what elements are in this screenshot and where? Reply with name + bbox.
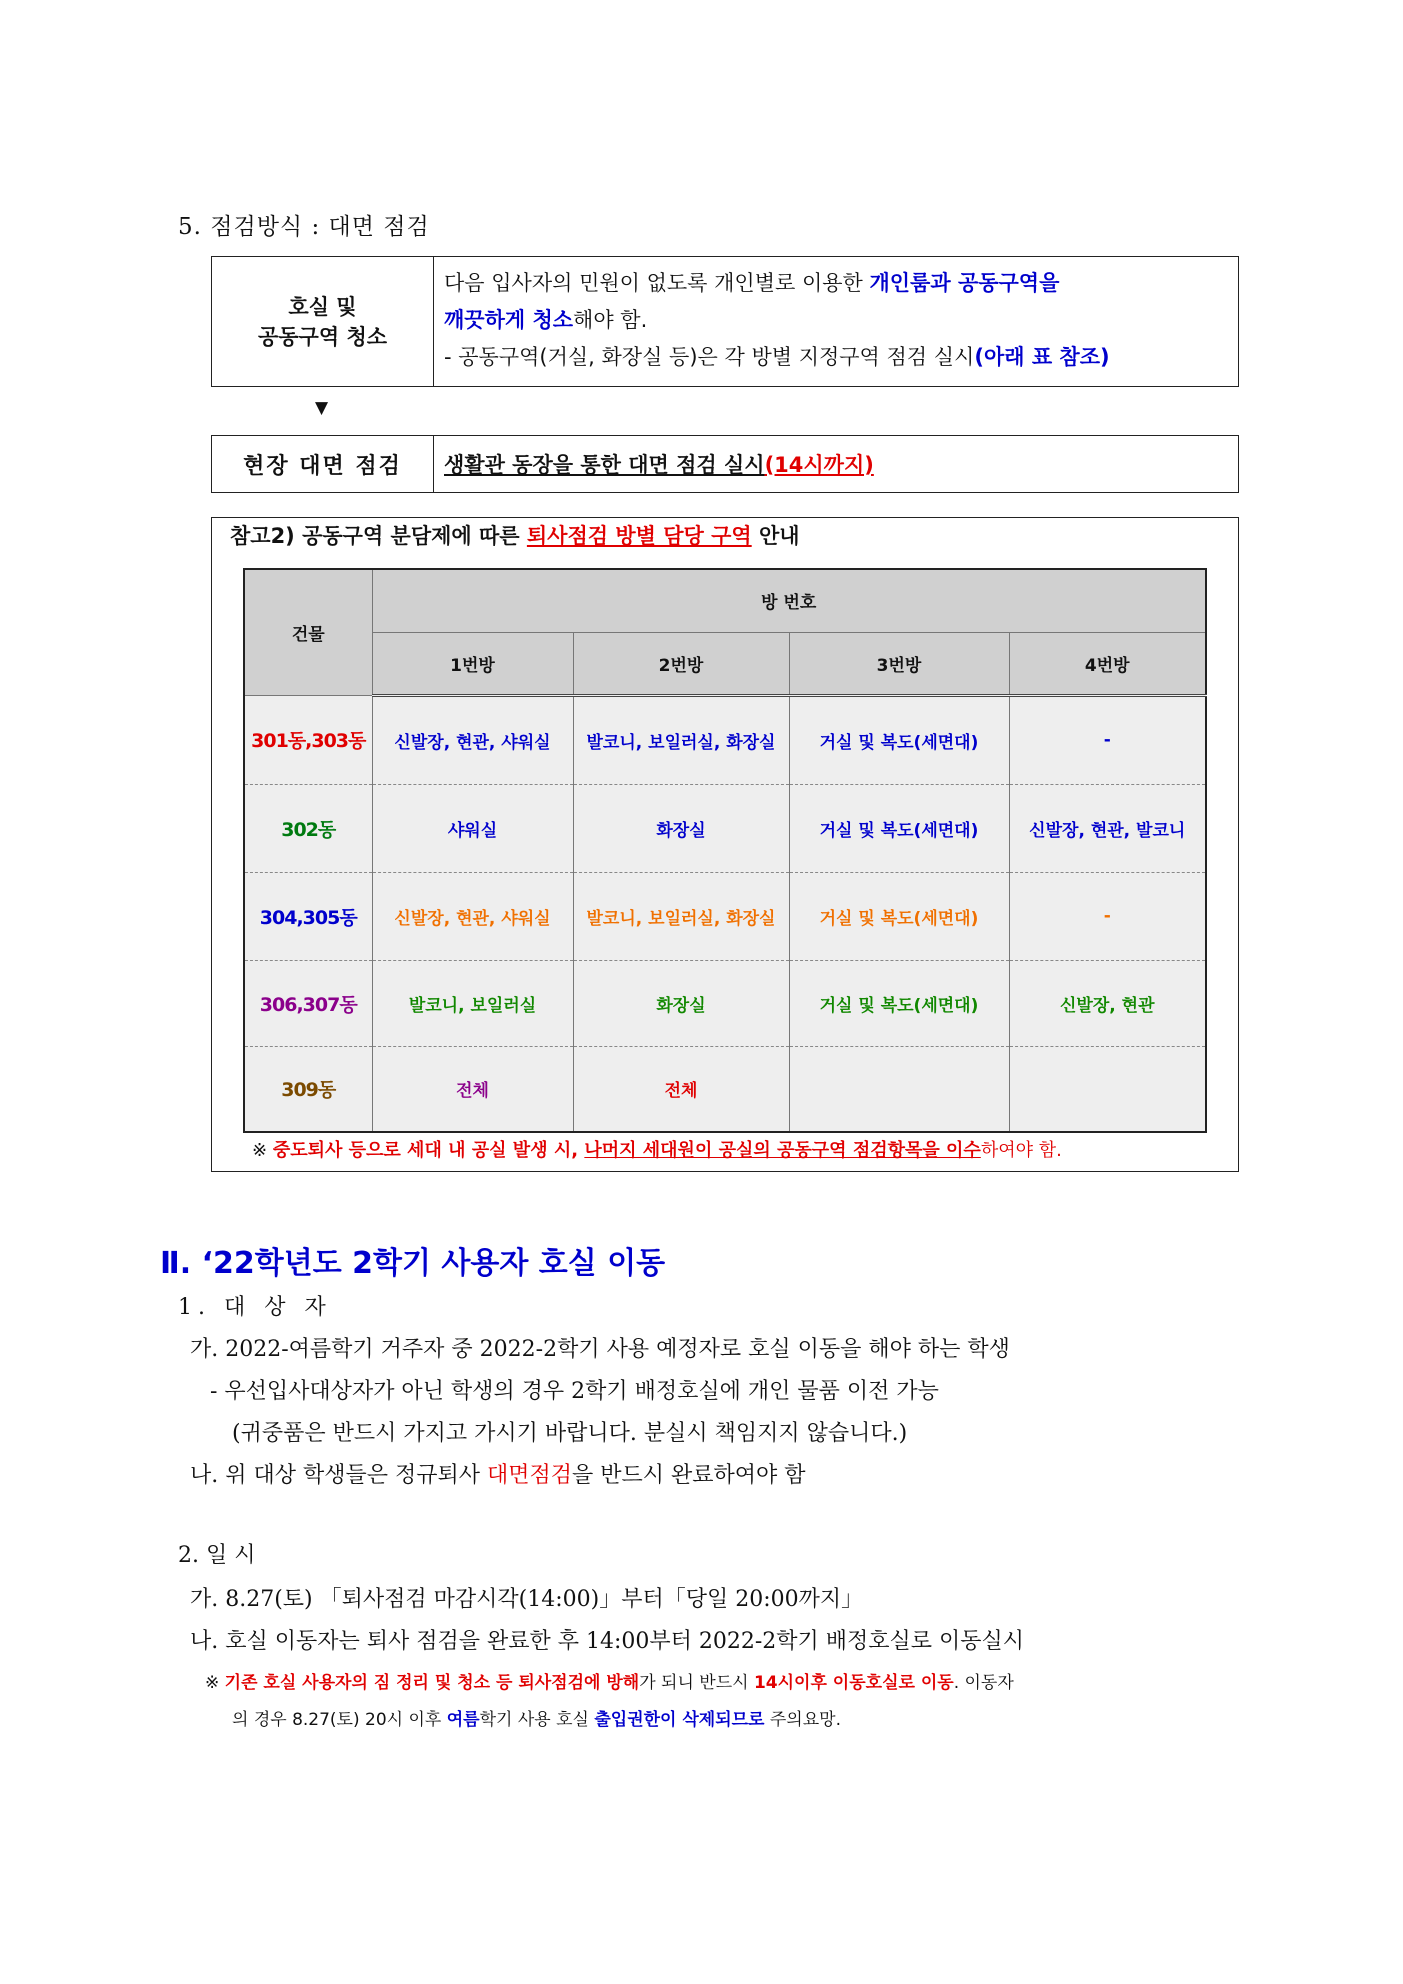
target-item-c: (귀중품은 반드시 가지고 가시기 바랍니다. 분실시 책임지지 않습니다.) [232,1421,908,1446]
note-text-d: 하여야 함. [980,1140,1062,1161]
target-d-highlight: 대면점검 [486,1463,572,1488]
zone-cell: 거실 및 복도(세면대) [789,872,1009,960]
move-note-5: . 이동자 [953,1673,1014,1693]
date-item-a: 가. 8.27(토) 「퇴사점검 마감시각(14:00)」부터「당일 20:00까지」 [190,1587,864,1612]
zone-cell: 발코니, 보일러실, 화장실 [573,872,789,960]
zone-cell: - [1009,695,1206,784]
date-label: 2. 일 시 [178,1543,256,1568]
move-note-4: 14시이후 이동호실로 이동 [753,1673,954,1693]
header-room-3: 3번방 [789,632,1009,695]
zone-cell: 신발장, 현관 [1009,960,1206,1046]
target-item-d [190,1458,806,1489]
cleaning-text1: 다음 입사자의 민원이 없도록 개인별로 이용한 [444,271,870,295]
move-note-7: 여름 [446,1710,480,1730]
zone-cell [1009,1046,1206,1132]
reference-note [252,1136,1062,1162]
move-note-line2 [232,1705,841,1730]
note-text-b: 중도퇴사 등으로 세대 내 공실 발생 시, [272,1140,585,1161]
move-note-9: 출입권한이 삭제되므로 [594,1710,765,1730]
zone-cell: 화장실 [573,784,789,872]
zone-cell: 샤워실 [372,784,573,872]
zone-table [243,568,1207,1133]
building-cell: 302동 [244,784,372,872]
target-d-text1: 나. 위 대상 학생들은 정규퇴사 [190,1463,487,1488]
target-d-text3: 을 반드시 완료하여야 함 [572,1463,806,1488]
onsite-label: 현장 대면 점검 [212,436,434,492]
onsite-description [434,436,1238,492]
zone-cell: 신발장, 현관, 샤워실 [372,872,573,960]
note-text-c: 나머지 세대원이 공실의 공동구역 점검항목을 이수 [584,1140,981,1161]
move-note-line1 [205,1668,1014,1693]
move-note-3: 가 되니 반드시 [639,1673,754,1693]
building-cell: 309동 [244,1046,372,1132]
zone-cell: 신발장, 현관, 샤워실 [372,695,573,784]
move-note-10: 주의요망. [764,1710,841,1730]
zone-cell: 거실 및 복도(세면대) [789,960,1009,1046]
table-row [244,872,1206,960]
building-cell: 306,307동 [244,960,372,1046]
table-row [244,695,1206,784]
header-room-1: 1번방 [372,632,573,695]
cleaning-text3: - 공동구역(거실, 화장실 등)은 각 방별 지정구역 점검 실시 [444,345,975,369]
target-item-b: - 우선입사대상자가 아닌 학생의 경우 2학기 배정호실에 개인 물품 이전 가능 [210,1379,939,1404]
reference-box [211,517,1239,1172]
header-room-4: 4번방 [1009,632,1206,695]
header-room-number: 방 번호 [372,569,1206,632]
move-note-2: 기존 호실 사용자의 짐 정리 및 청소 등 퇴사점검에 방해 [224,1673,640,1693]
section-2-title: Ⅱ. ‘22학년도 2학기 사용자 호실 이동 [160,1246,666,1281]
table-row [244,960,1206,1046]
reference-title-c: 안내 [751,524,800,548]
zone-cell: 발코니, 보일러실, 화장실 [573,695,789,784]
zone-cell: 신발장, 현관, 발코니 [1009,784,1206,872]
cleaning-label-line1: 호실 및 [288,294,357,319]
table-row [244,1046,1206,1132]
building-cell: 304,305동 [244,872,372,960]
cleaning-text3-highlight: (아래 표 참조) [974,345,1110,369]
zone-cell: 전체 [372,1046,573,1132]
cleaning-box [211,256,1239,387]
reference-title-a: 참고2) 공동구역 분담제에 따른 [230,524,527,548]
header-building: 건물 [244,569,372,695]
onsite-box [211,435,1239,493]
building-cell: 301동,303동 [244,695,372,784]
target-item-a: 가. 2022-여름학기 거주자 중 2022-2학기 사용 예정자로 호실 이동을 해야 하는 학생 [190,1337,1010,1362]
header-room-2: 2번방 [573,632,789,695]
zone-cell: 전체 [573,1046,789,1132]
zone-cell: 발코니, 보일러실 [372,960,573,1046]
zone-cell [789,1046,1009,1132]
zone-cell: 화장실 [573,960,789,1046]
cleaning-description [434,257,1238,386]
zone-cell: 거실 및 복도(세면대) [789,695,1009,784]
onsite-time: (14시까지) [764,453,874,477]
cleaning-label-line2: 공동구역 청소 [257,324,388,349]
down-arrow-icon: ▼ [315,398,329,418]
reference-title-highlight: 퇴사점검 방별 담당 구역 [526,524,752,548]
zone-cell: - [1009,872,1206,960]
cleaning-text2: 해야 함. [573,308,648,332]
onsite-text: 생활관 동장을 통한 대면 점검 실시 [444,453,765,477]
date-item-b: 나. 호실 이동자는 퇴사 점검을 완료한 후 14:00부터 2022-2학기 배정호실로 이동실시 [190,1629,1025,1654]
cleaning-label [212,257,434,386]
cleaning-text2-highlight: 깨끗하게 청소 [444,308,574,332]
move-note-6: 의 경우 8.27(토) 20시 이후 [232,1710,447,1730]
reference-title [230,520,800,550]
section-5-heading: 5. 점검방식 : 대면 점검 [178,214,430,240]
note-mark: ※ [252,1140,273,1161]
cleaning-text1-highlight: 개인룸과 공동구역을 [869,271,1060,295]
table-row [244,784,1206,872]
move-note-8: 학기 사용 호실 [479,1710,595,1730]
target-label: 1. 대 상 자 [178,1295,332,1320]
move-note-mark: ※ [205,1673,225,1693]
zone-cell: 거실 및 복도(세면대) [789,784,1009,872]
